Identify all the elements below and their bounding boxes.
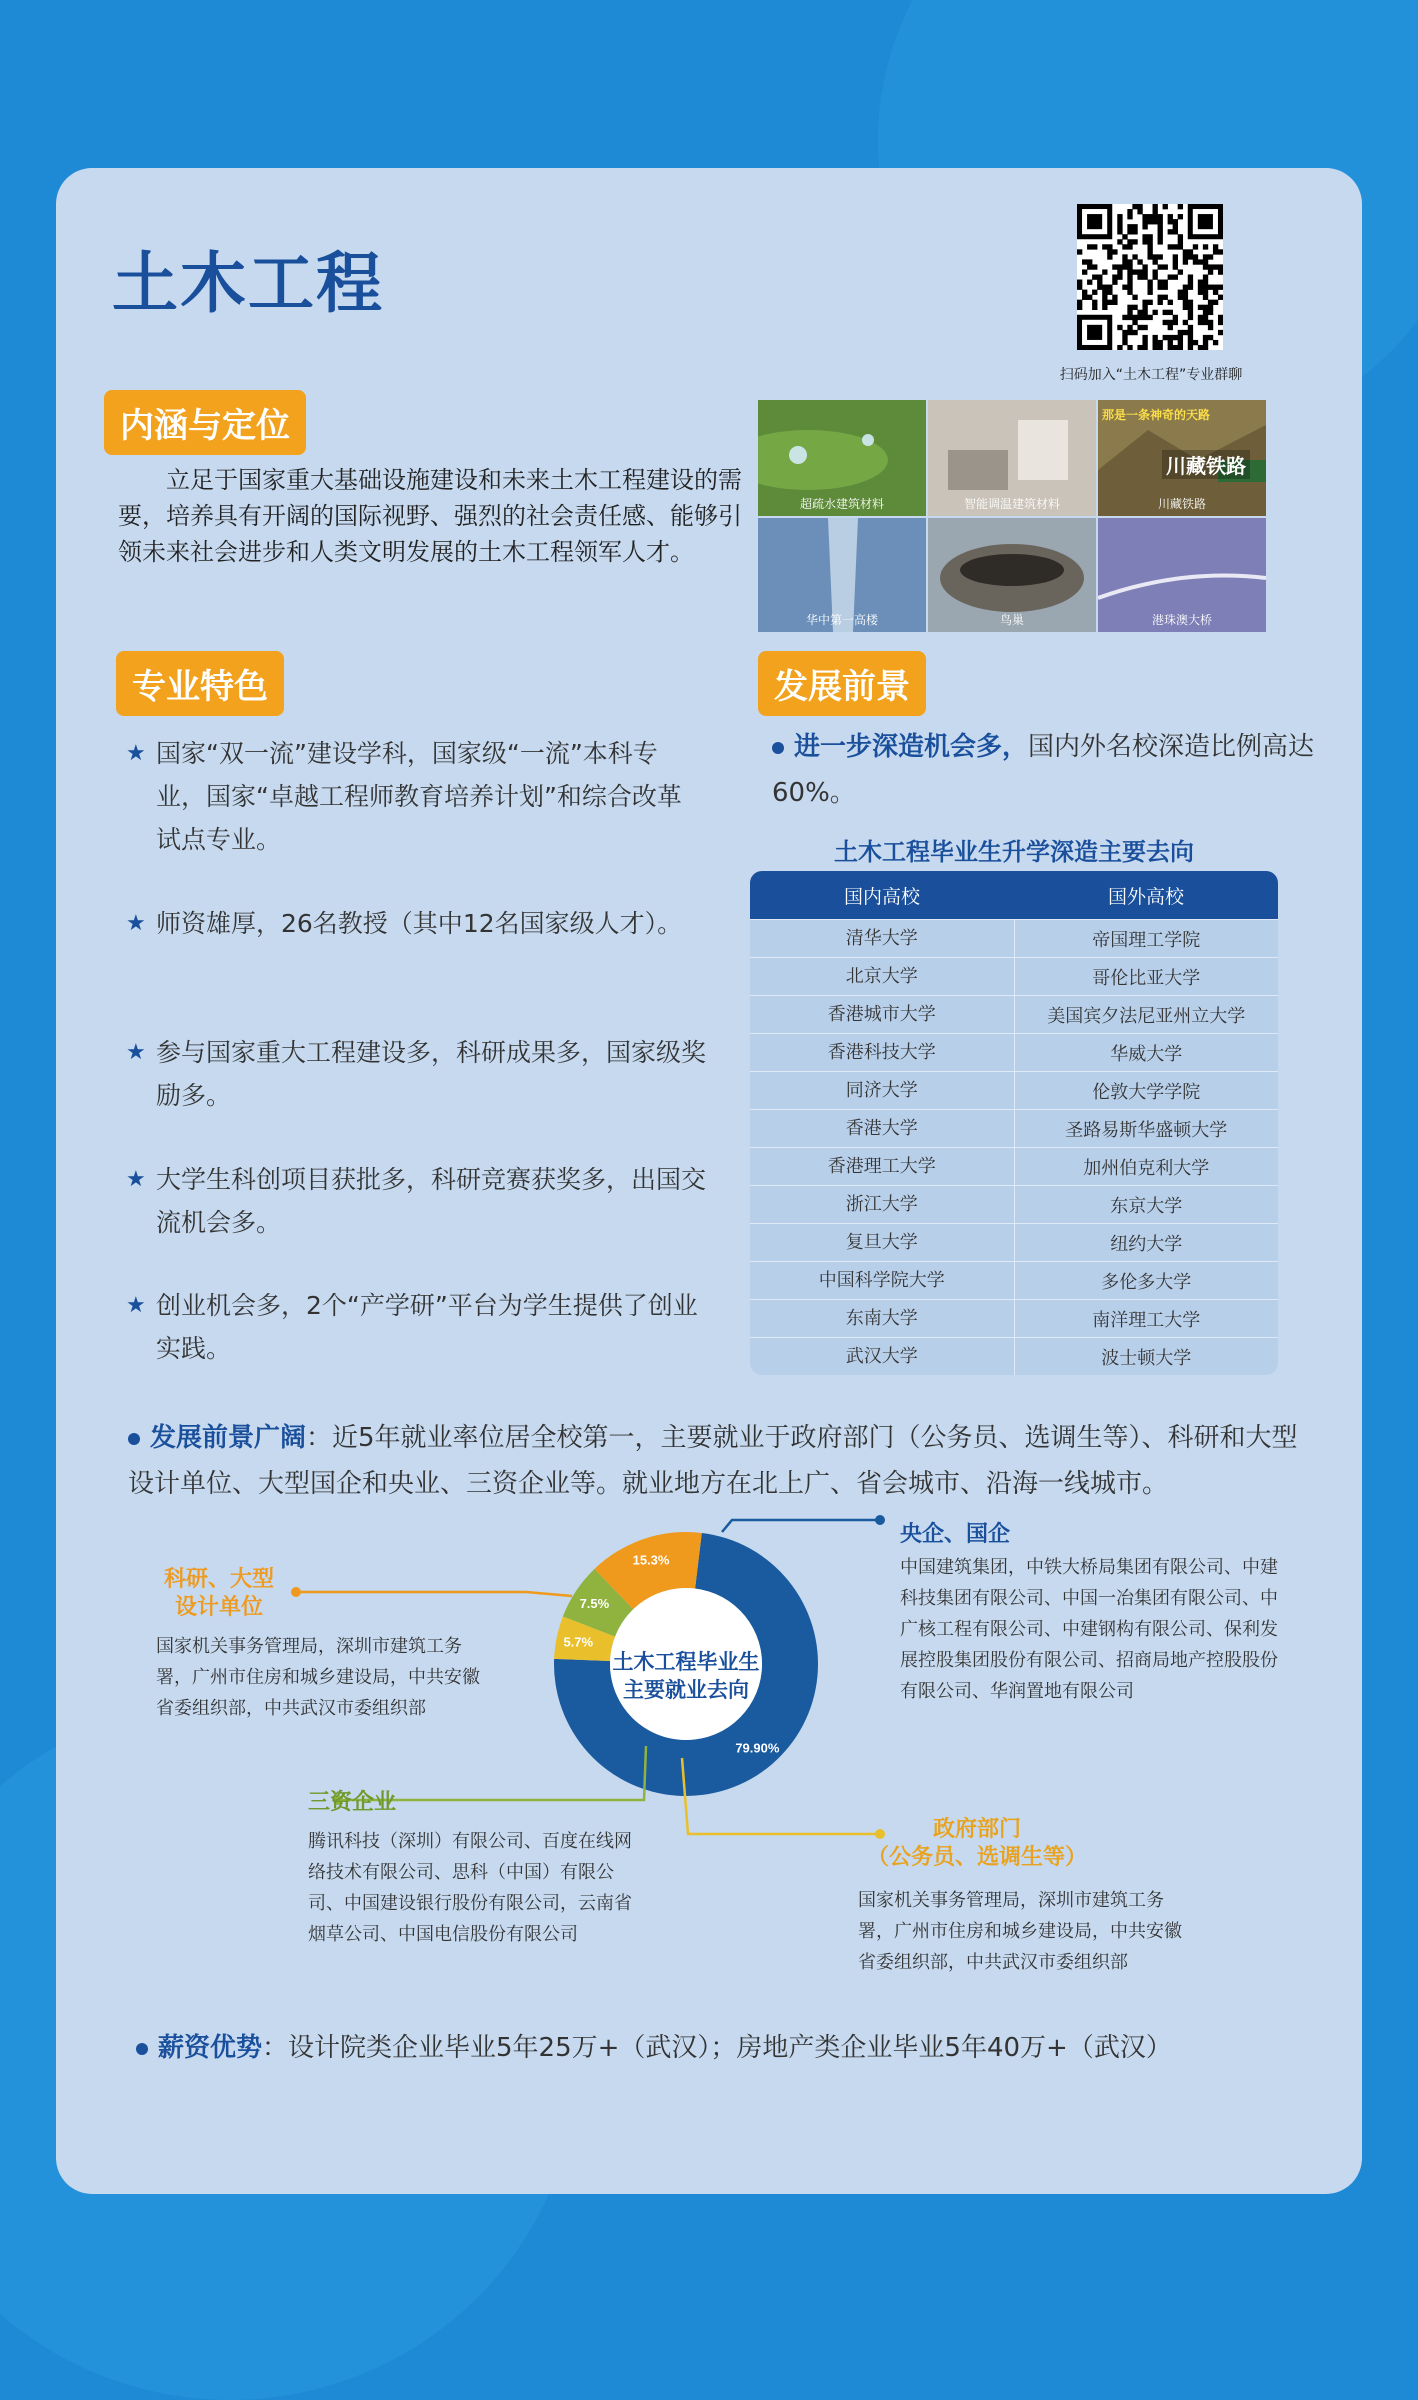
table-row: 复旦大学 纽约大学	[750, 1223, 1278, 1261]
bullet-dot	[136, 2043, 148, 2055]
photo-caption: 超疏水建筑材料	[799, 497, 884, 511]
connector-line	[722, 1520, 876, 1532]
column-header: 国内高校	[843, 885, 920, 908]
photo-headline: 那是一条神奇的天路	[1102, 408, 1211, 422]
column-header: 国外高校	[1107, 885, 1184, 908]
star-icon: ★	[126, 741, 146, 766]
group-body-foreign: 腾讯科技（深圳）有限公司、百度在线网络技术有限公司、思科（中国）有限公司、中国建设银行股份有限公司，云南省烟草公司、中国电信股份有限公司	[308, 1831, 632, 1945]
content-card	[56, 168, 1362, 2194]
feature-item: ★ 师资雄厚，26名教授（其中12名国家级人才）。	[126, 902, 706, 945]
prospects-bullet: 进一步深造机会多，国内外名校深造比例高达60%。	[772, 732, 1315, 808]
slice-label: 5.7%	[563, 1634, 594, 1650]
photo-badge: 川藏铁路	[1162, 450, 1250, 479]
chart-center-label: 土木工程毕业生 主要就业去向	[612, 1650, 760, 1702]
table-row: 香港科技大学 华威大学	[750, 1033, 1278, 1071]
table-row: 香港城市大学 美国宾夕法尼亚州立大学	[750, 995, 1278, 1033]
star-icon: ★	[126, 1167, 146, 1192]
table-title: 土木工程毕业生升学深造主要去向	[834, 838, 1194, 866]
table-row: 东南大学 南洋理工大学	[750, 1299, 1278, 1337]
group-body-gov: 国家机关事务管理局，深圳市建筑工务署，广州市住房和城乡建设局，中共安徽省委组织部，中共武汉市委组织部	[858, 1890, 1182, 1973]
page-title: 土木工程	[112, 245, 384, 322]
table-row: 同济大学 伦敦大学学院	[750, 1071, 1278, 1109]
group-title-gov: 政府部门 （公务员、选调生等）	[866, 1817, 1087, 1870]
photo-caption: 华中第一高楼	[805, 613, 878, 627]
photo-caption: 智能调温建筑材料	[963, 497, 1060, 511]
feature-item: ★ 国家“双一流”建设学科，国家级“一流”本科专业，国家“卓越工程师教育培养计划”和综合改革试点专业。	[126, 732, 706, 861]
table-row: 香港理工大学 加州伯克利大学	[750, 1147, 1278, 1185]
employment-text: 发展前景广阔：近5年就业率位居全校第一，主要就业于政府部门（公务员、选调生等）、科研和大型设计单位、大型国企和央业、三资企业等。就业地方在北上广、省会城市、沿海一线城市。	[128, 1423, 1298, 1499]
group-title-foreign: 三资企业	[308, 1790, 397, 1815]
group-title-soe: 央企、国企	[900, 1522, 1011, 1547]
connector-dot	[291, 1587, 301, 1597]
slice-label: 79.90%	[735, 1740, 780, 1756]
star-icon: ★	[126, 1293, 146, 1318]
photo-caption: 鸟巢	[999, 613, 1024, 627]
photo-caption: 港珠澳大桥	[1151, 613, 1212, 627]
connector-line	[300, 1592, 572, 1596]
connector-dot	[875, 1515, 885, 1525]
slice-label: 15.3%	[632, 1552, 670, 1568]
star-icon: ★	[126, 911, 146, 936]
feature-item: ★ 参与国家重大工程建设多，科研成果多，国家级奖励多。	[126, 1031, 706, 1117]
features-tag: 专业特色	[116, 651, 284, 716]
salary-text: 薪资优势：设计院类企业毕业5年25万+（武汉）；房地产类企业毕业5年40万+（武汉）	[136, 2025, 1316, 2071]
slice-label: 7.5%	[579, 1596, 610, 1612]
table-row: 清华大学 帝国理工学院	[750, 919, 1278, 957]
intro-text: 立足于国家重大基础设施建设和未来土木工程建设的需要，培养具有开阔的国际视野、强烈的社会责任感、能够引领未来社会进步和人类文明发展的土木工程领军人才。	[118, 466, 742, 566]
table-row: 浙江大学 东京大学	[750, 1185, 1278, 1223]
group-title-research: 科研、大型 设计单位	[163, 1567, 274, 1620]
table-row: 香港大学 圣路易斯华盛顿大学	[750, 1109, 1278, 1147]
photo-caption: 川藏铁路	[1157, 497, 1206, 511]
prospects-tag: 发展前景	[758, 651, 926, 716]
qr-caption: 扫码加入“土木工程”专业群聊	[1059, 367, 1243, 383]
star-icon: ★	[126, 1040, 146, 1065]
table-row: 中国科学院大学 多伦多大学	[750, 1261, 1278, 1299]
feature-item: ★ 创业机会多，2个“产学研”平台为学生提供了创业实践。	[126, 1284, 706, 1370]
table-row: 武汉大学 波士顿大学	[750, 1337, 1278, 1375]
intro-tag: 内涵与定位	[104, 390, 306, 455]
table-row: 北京大学 哥伦比亚大学	[750, 957, 1278, 995]
feature-item: ★ 大学生科创项目获批多，科研竞赛获奖多，出国交流机会多。	[126, 1158, 706, 1244]
group-body-research: 国家机关事务管理局，深圳市建筑工务署，广州市住房和城乡建设局，中共安徽省委组织部，中共武汉市委组织部	[156, 1636, 480, 1719]
group-body-soe: 中国建筑集团，中铁大桥局集团有限公司、中建科技集团有限公司、中国一冶集团有限公司、中广核工程有限公司、中建钢构有限公司、保利发展控股集团股份有限公司、招商局地产控股股份有限公司、华润置地有限公司	[900, 1557, 1278, 1702]
